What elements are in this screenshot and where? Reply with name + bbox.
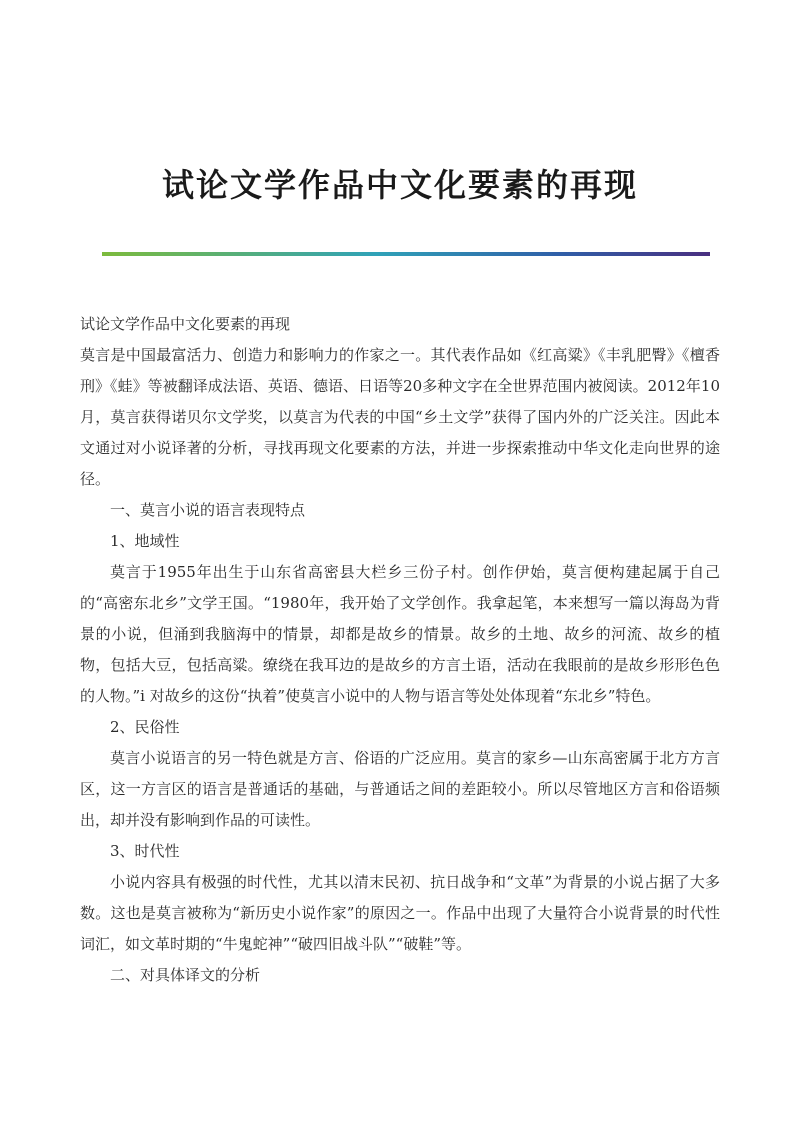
title-divider (102, 252, 710, 256)
subtitle-paragraph: 试论文学作品中文化要素的再现 (80, 315, 291, 333)
paragraph-regionality: 莫言于1955年出生于山东省高密县大栏乡三份子村。创作伊始，莫言便构建起属于自己的“高密东北乡”文学王国。“1980年，我开始了文学创作。我拿起笔，本来想写一篇以海岛为背景的小说，但涌到我脑海中的情景，却都是故乡的情景。故乡的土地、故乡的河流、故乡的植物，包括大豆，包括高粱。缭绕在我耳边的是故乡的方言土语，活动在我眼前的是故乡形形色色的人物。”i 对故乡的这份“执着”使莫言小说中的人物与语言等处处体现着“东北乡”特色。 (80, 563, 720, 705)
subheading-folk: 2、民俗性 (110, 718, 180, 736)
intro-paragraph: 莫言是中国最富活力、创造力和影响力的作家之一。其代表作品如《红高粱》《丰乳肥臀》《檀香刑》《蛙》等被翻译成法语、英语、德语、日语等20多种文字在全世界范围内被阅读。2012年10月，莫言获得诺贝尔文学奖，以莫言为代表的中国“乡土文学”获得了国内外的广泛关注。因此本文通过对小说译著的分析，寻找再现文化要素的方法，并进一步探索推动中华文化走向世界的途径。 (80, 346, 720, 488)
document-body (80, 309, 720, 991)
subheading-regionality: 1、地域性 (110, 532, 180, 550)
paragraph-folk: 莫言小说语言的另一特色就是方言、俗语的广泛应用。莫言的家乡—山东高密属于北方方言区，这一方言区的语言是普通话的基础，与普通话之间的差距较小。所以尽管地区方言和俗语频出，却并没有影响到作品的可读性。 (80, 749, 720, 829)
section-heading-1: 一、莫言小说的语言表现特点 (110, 501, 306, 519)
document-title: 试论文学作品中文化要素的再现 (161, 166, 638, 204)
subheading-era: 3、时代性 (110, 842, 180, 860)
section-heading-2: 二、对具体译文的分析 (110, 966, 261, 984)
paragraph-era: 小说内容具有极强的时代性，尤其以清末民初、抗日战争和“文革”为背景的小说占据了大多数。这也是莫言被称为“新历史小说作家”的原因之一。作品中出现了大量符合小说背景的时代性词汇，如文革时期的“牛鬼蛇神”“破四旧战斗队”“破鞋”等。 (80, 873, 720, 953)
